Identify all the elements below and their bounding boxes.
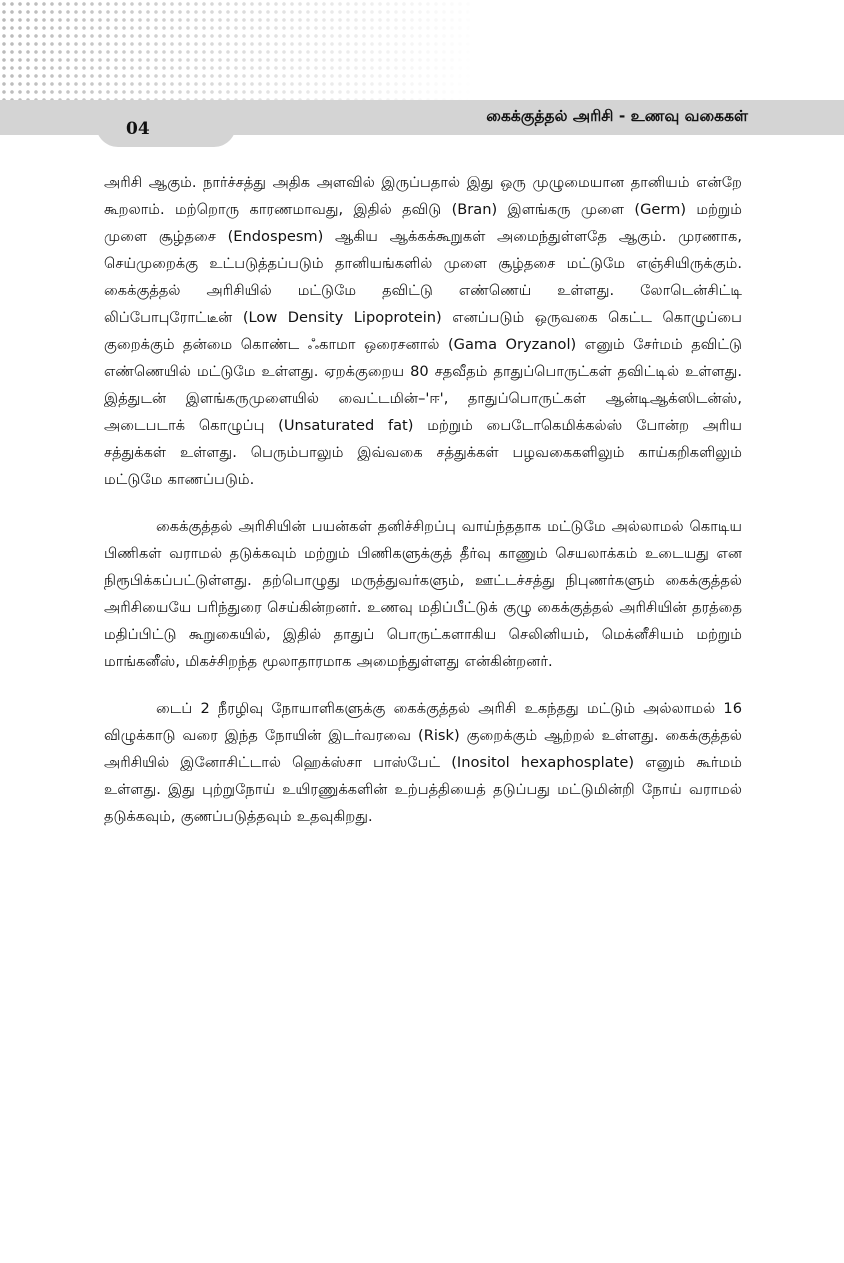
running-header-title: கைக்குத்தல் அரிசி - உணவு வகைகள் — [486, 107, 748, 125]
body-text — [104, 169, 742, 830]
paragraph-diabetes: டைப் 2 நீரழிவு நோயாளிகளுக்கு கைக்குத்தல் அரிசி உகந்தது மட்டும் அல்லாமல் 16 விழுக்காடு வரை இந்த நோயின் இடர்வரவை (Risk) குறைக்கும் ஆற்றல் உள்ளது. கைக்குத்தல் அரிசியில் இனோசிட்டால் ஹெக்ஸ்சா பாஸ்பேட் (Inositol hexaphosplate) எனும் கூர்மம் உள்ளது. இது புற்றுநோய் உயிரணுக்களின் உற்பத்தியைத் தடுப்பது மட்டுமின்றி நோய் வராமல் தடுக்கவும், குணப்படுத்தவும் உதவுகிறது. — [104, 700, 742, 825]
paragraph-continued: அரிசி ஆகும். நார்ச்சத்து அதிக அளவில் இருப்பதால் இது ஒரு முழுமையான தானியம் என்றே கூறலாம். மற்றொரு காரணமாவது, இதில் தவிடு (Bran) இளங்கரு முளை (Germ) மற்றும் முளை சூழ்தசை (Endospesm) ஆகிய ஆக்கக்கூறுகள் அமைந்துள்ளதே ஆகும். முரணாக, செய்முறைக்கு உட்படுத்தப்படும் தானியங்களில் முளை சூழ்தசை மட்டுமே எஞ்சியிருக்கும். கைக்குத்தல் அரிசியில் மட்டுமே தவிட்டு எண்ணெய் உள்ளது. லோடென்சிட்டி லிப்போபுரோட்டீன் (Low Density Lipoprotein) எனப்படும் ஒருவகை கெட்ட கொழுப்பை குறைக்கும் தன்மை கொண்ட ஃகாமா ஒரைசனால் (Gama Oryzanol) எனும் சேர்மம் தவிட்டு எண்ணெயில் மட்டுமே உள்ளது. ஏறக்குறைய 80 சதவீதம் தாதுப்பொருட்கள் தவிட்டில் உள்ளது. இத்துடன் இளங்கருமுளையில் வைட்டமின்–'ஈ', தாதுப்பொருட்கள் ஆன்டிஆக்ஸிடன்ஸ், அடைபடாக் கொழுப்பு (Unsaturated fat) மற்றும் பைடோகெமிக்கல்ஸ் போன்ற அரிய சத்துக்கள் உள்ளது. பெரும்பாலும் இவ்வகை சத்துக்கள் பழவகைகளிலும் காய்கறிகளிலும் மட்டுமே காணப்படும். — [104, 174, 742, 488]
page-number-tab — [96, 113, 236, 147]
halftone-decoration — [0, 0, 470, 105]
page-number: 04 — [126, 119, 150, 139]
paragraph-benefits: கைக்குத்தல் அரிசியின் பயன்கள் தனிச்சிறப்பு வாய்ந்ததாக மட்டுமே அல்லாமல் கொடிய பிணிகள் வராமல் தடுக்கவும் மற்றும் பிணிகளுக்குத் தீர்வு காணும் செயலாக்கம் உடையது என நிரூபிக்கப்பட்டுள்ளது. தற்பொழுது மருத்துவர்களும், ஊட்டச்சத்து நிபுணர்களும் கைக்குத்தல் அரிசியையே பரிந்துரை செய்கின்றனர். உணவு மதிப்பீட்டுக் குழு கைக்குத்தல் அரிசியின் தரத்தை மதிப்பிட்டு கூறுகையில், இதில் தாதுப் பொருட்களாகிய செலினியம், மெக்னீசியம் மற்றும் மாங்கனீஸ், மிகச்சிறந்த மூலாதாரமாக அமைந்துள்ளது என்கின்றனர். — [104, 518, 742, 670]
